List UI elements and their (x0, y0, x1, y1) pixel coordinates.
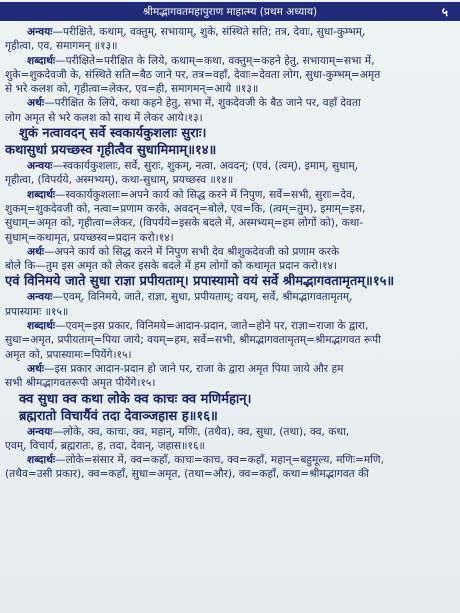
line-text: —एवम्=इस प्रकार, विनिमये=आदान-प्रदान, जाते=होने पर, राज्ञा=राजा के द्वारा, (55, 320, 369, 333)
text-line (5, 290, 453, 304)
line-text: शुके=शुकदेवजी के, संस्थिते सति=बैठ जाने पर, तत्र=वहाँ, देवाः=देवता लोग, सुधा-कुम्भम्=अमृत (5, 68, 381, 81)
line-text: —अपने कार्य को सिद्ध करने में निपुण सभी देव श्रीशुकदेवजी को प्रणाम करके (44, 245, 340, 258)
line-text: से भरे कलश को, गृहीत्वा=लेकर, एव=ही, समागमन्=आये ॥१३॥ (5, 83, 259, 96)
section-label: अर्थः (27, 245, 45, 258)
line-text: कथासुधां प्रयच्छस्व गृहीत्वैव सुधामिमाम्॥१४॥ (5, 143, 217, 159)
line-text: सभी श्रीमद्भागवतरूपी अमृत पीयेंगे।१५। (5, 377, 156, 390)
section-label: अन्वयः (27, 26, 53, 38)
line-text: क्व सुधा क्व कथा लोके क्व काचः क्व मणिर्महान्। (19, 391, 252, 407)
line-text: ब्रह्मरातो विचार्यैवं तदा देवाञ्जहास ह॥१६॥ (19, 408, 218, 424)
text-line (5, 159, 453, 173)
text-line (5, 68, 453, 82)
text-line (5, 425, 453, 439)
line-text: —स्वकार्यकुशलाः=अपने कार्य को सिद्ध करने में निपुण, सर्वे=सभी, सुराः=देव, (55, 188, 356, 201)
shloka-verse (5, 142, 453, 159)
text-line (5, 188, 453, 202)
section-label: अर्थः (27, 362, 45, 375)
text-line (5, 333, 453, 347)
line-text: —लोके=संसार में, क्व=कहाँ, काचः=काच, क्व=कहाँ, महान्=बहुमूल्य, मणिः=मणि, (55, 454, 384, 467)
text-line (5, 376, 453, 390)
section-label: शब्दार्थः (27, 188, 56, 201)
line-text: शुकम्=शुकदेवजी को, नत्वा=प्रणाम करके, अवदन्=बोले, एव=कि, (त्वम्=तुम), इमाम्=इस, (5, 202, 366, 215)
section-label: अन्वयः (27, 291, 53, 304)
text-line (5, 259, 453, 273)
text-line (5, 231, 453, 245)
line-text: —परीक्षिते=परीक्षित के लिये, कथाम्=कथा, वक्तुम्=कहने हेतु, सभायाम्=सभा में, (55, 54, 375, 67)
line-text: गृहीत्वा, (विपर्यये, अस्मभ्यम्), कथा-सुधाम्, प्रयच्छस्व ॥१४॥ (5, 174, 234, 187)
section-label: शब्दार्थः (27, 320, 56, 333)
section-label: अर्थः (27, 97, 45, 110)
section-label: शब्दार्थः (27, 54, 56, 67)
line-text: सुधाम्=कथामृत, प्रयच्छस्व=प्रदान करो।१४। (5, 231, 174, 244)
line-text: लोग अमृत से भरे कलश को साथ में लेकर आये।१३। (5, 111, 203, 124)
text-line (5, 25, 453, 39)
line-text: सुधा=अमृत, प्रपीयताम्=पिया जाये; वयम्=हम, सर्वे=सभी, श्रीमद्भागवतामृतम्=श्रीमद्भागवत रूपी (5, 334, 381, 347)
page-number: ५ (441, 5, 448, 19)
text-line (5, 173, 453, 187)
section-label: अन्वयः (27, 425, 53, 438)
text-line (5, 439, 453, 453)
line-text: एवम्, विचार्य, ब्रह्मरातः, ह, तदा, देवान्, जहास॥१६॥ (5, 439, 205, 452)
line-text: बोले कि—तुम इस अमृत को लेकर इसके बदले में हम लोगों को कथामृत प्रदान करो।१४। (5, 260, 338, 273)
line-text: (तथैव=उसी प्रकार), क्व=कहाँ, सुधा=अमृत, (तथा=और), क्व=कहाँ, कथा=श्रीमद्भागवत की (5, 468, 369, 481)
text-line (5, 39, 453, 53)
text-line (5, 216, 453, 230)
shloka-verse (5, 408, 453, 425)
line-text: शुकं नत्वावदन् सर्वे स्वकार्यकुशलाः सुराः। (19, 126, 207, 142)
header-title: श्रीमद्भागवतमहापुराण माहात्म्य (प्रथम अध्याय) (142, 5, 318, 18)
text-line (5, 305, 453, 319)
text-line (5, 348, 453, 362)
line-text: —एवम्, विनिमये, जाते, राज्ञा, सुधा, प्रपीयताम्; वयम्, सर्वे, श्रीमद्भागवतामृतम्, (52, 291, 353, 304)
text-line (5, 202, 453, 216)
text-line (5, 362, 453, 376)
line-text: गृहीत्वा, एव, समागमन् ॥१३॥ (5, 40, 118, 53)
line-text: अमृत को, प्रपास्यामः=पियेंगे।१५। (5, 348, 132, 361)
line-text: एवं विनिमये जाते सुधा राज्ञा प्रपीयताम्। प्रपास्यामो वयं सर्वे श्रीमद्भागवतामृतम्॥१५॥ (5, 274, 395, 290)
line-text: —स्वकार्यकुशलाः, सर्वे, सुराः, शुकम्, नत्वा, अवदन्; (एवं, (त्वम्), इमाम्, सुधाम्, (52, 160, 359, 173)
line-text: —परीक्षिते, कथाम्, वक्तुम्, सभायाम्, शुके, संस्थिते सति; तत्र, देवाः, सुधा-कुम्भम्, (52, 26, 366, 38)
text-line (5, 319, 453, 333)
line-text: —परीक्षित के लिये, कथा कहने हेतु, सभा में, शुकदेवजी के बैठ जाने पर, वहाँ देवता (44, 97, 361, 110)
line-text: सुधाम्=अमृत को, गृहीत्वा=लेकर, (विपर्यये=इसके बदले में, अस्मभ्यम्=हम लोगों को), कथा- (5, 217, 364, 230)
line-text: प्रपास्यामः ॥१५॥ (5, 305, 69, 318)
page-body (5, 25, 453, 482)
shloka-verse (5, 125, 453, 142)
text-line (5, 96, 453, 110)
text-line (5, 245, 453, 259)
text-line (5, 54, 453, 68)
line-text: —इस प्रकार आदान-प्रदान हो जाने पर, राजा के द्वारा अमृत पिया जाये और हम (44, 362, 344, 375)
page-header (0, 2, 460, 21)
shloka-verse (5, 273, 453, 290)
text-line (5, 82, 453, 96)
section-label: अन्वयः (27, 160, 53, 173)
section-label: शब्दार्थः (27, 454, 56, 467)
text-line (5, 453, 453, 467)
text-line (5, 467, 453, 481)
shloka-verse (5, 391, 453, 408)
text-line (5, 111, 453, 125)
line-text: —लोके, क्व, काचः, क्व, महान्, मणिः, (तथैव), क्व, सुधा, (तथा), क्व, कथा, (52, 425, 350, 438)
